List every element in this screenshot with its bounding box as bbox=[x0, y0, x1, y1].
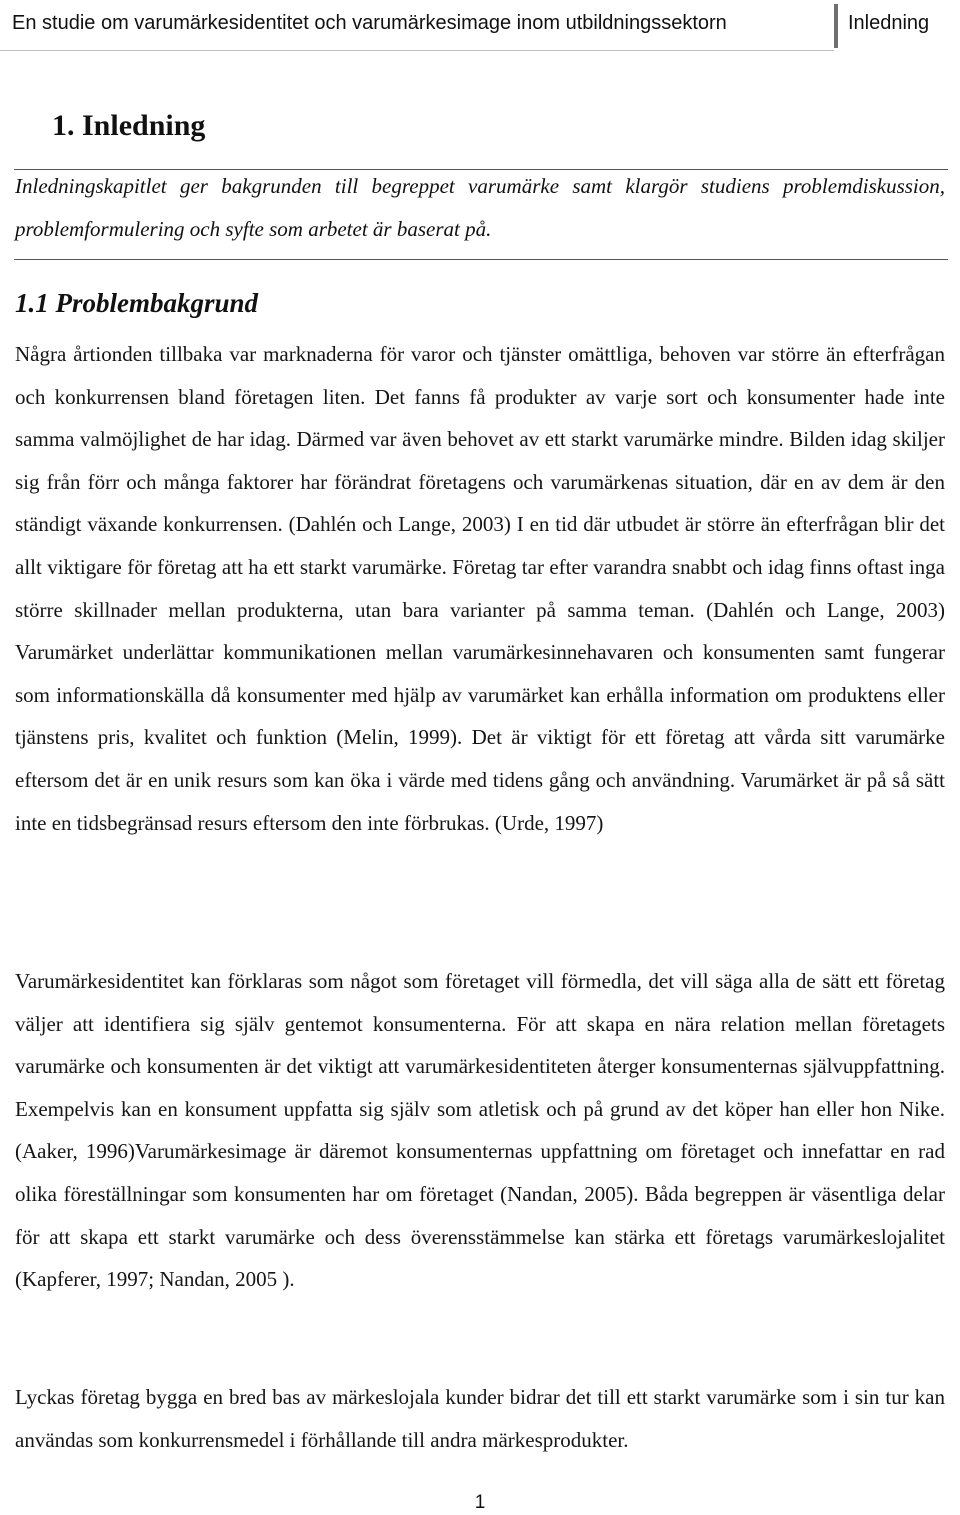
body-paragraph: Lyckas företag bygga en bred bas av märkeslojala kunder bidrar det till ett starkt varumärke som i sin tur kan användas som konkurrensmedel i förhållande till andra märkesprodukter. bbox=[15, 1385, 945, 1452]
running-header-title: En studie om varumärkesidentitet och varumärkesimage inom utbildningssektorn bbox=[12, 12, 727, 34]
running-header bbox=[0, 0, 960, 52]
running-header-rule bbox=[0, 50, 834, 51]
body-paragraph: Några årtionden tillbaka var marknaderna för varor och tjänster omättliga, behoven var större än efterfrågan och konkurrensen bland företagen liten. Det fanns få produkter av varje sort och konsumenter hade inte samma valmöjlighet de har idag. Därmed var även behovet av ett starkt varumärke mindre. Bilden idag skiljer sig från förr och många faktorer har förändrat företagens och varumärkenas situation, där en av dem är den ständigt växande konkurrensen. (Dahlén och Lange, 2003) I en tid där utbudet är större än efterfrågan blir det allt viktigare för företag att ha ett starkt varumärke. Företag tar efter varandra snabbt och idag finns oftast inga större skillnader mellan produkterna, utan bara varianter på samma teman. (Dahlén och Lange, 2003) Varumärket underlättar kommunikationen mellan varumärkesinnehavaren och konsumenten samt fungerar som informationskälla då konsumenter med hjälp av varumärket kan erhålla information om produktens eller tjänstens pris, kvalitet och funktion (Melin, 1999). Det är viktigt för ett företag att vårda sitt varumärke eftersom det är en unik resurs som kan öka i värde med tidens gång och användning. Varumärket är på så sätt inte en tidsbegränsad resurs eftersom den inte förbrukas. (Urde, 1997) bbox=[15, 342, 945, 835]
running-header-divider bbox=[834, 4, 838, 48]
body-paragraph: Varumärkesidentitet kan förklaras som något som företaget vill förmedla, det vill säga alla de sätt ett företag väljer att identifiera sig själv gentemot konsumenterna. För att skapa en nära relation mellan företagets varumärke och konsumenten är det viktigt att varumärkesidentiteten återger konsumenternas självuppfattning. Exempelvis kan en konsument uppfatta sig själv som atletisk och på grund av det köper han eller hon Nike. (Aaker, 1996)Varumärkesimage är däremot konsumenternas uppfattning om företaget och innefattar en rad olika föreställningar som konsumenten har om företaget (Nandan, 2005). Båda begreppen är väsentliga delar för att skapa ett starkt varumärke och dess överensstämmelse kan stärka ett företags varumärkeslojalitet (Kapferer, 1997; Nandan, 2005 ). bbox=[15, 969, 945, 1292]
chapter-abstract: Inledningskapitlet ger bakgrunden till begreppet varumärke samt klargör studiens problemdiskussion, problemformulering och syfte som arbetet är baserat på. bbox=[15, 174, 945, 241]
page-number: 1 bbox=[474, 1492, 486, 1513]
abstract-bottom-rule bbox=[14, 259, 948, 260]
running-header-section: Inledning bbox=[848, 12, 930, 34]
section-title: 1.1 Problembakgrund bbox=[15, 288, 259, 318]
chapter-title: 1. Inledning bbox=[52, 109, 206, 142]
